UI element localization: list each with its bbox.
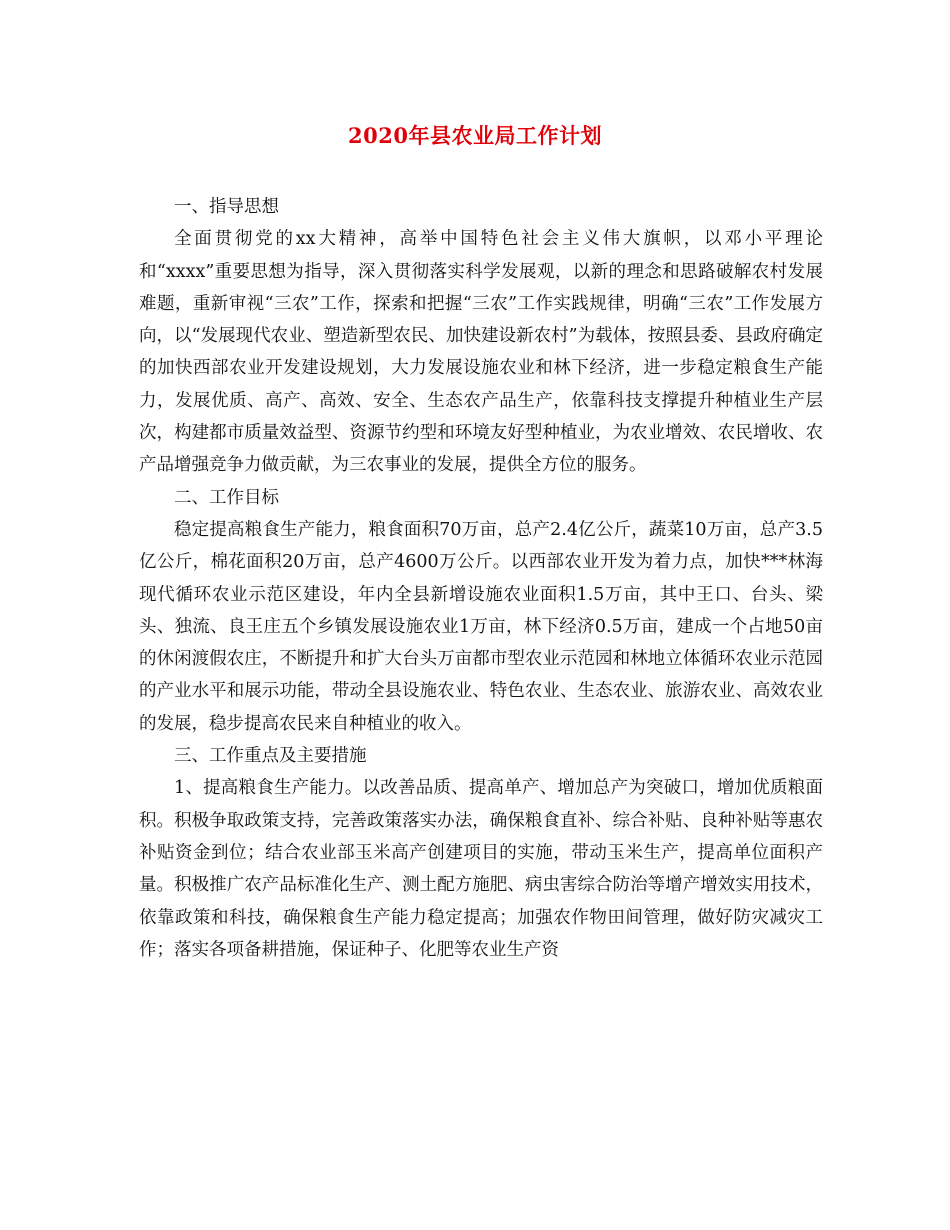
heading-guiding-ideology: 一、指导思想 (174, 197, 279, 217)
document-title: 2020年县农业局工作计划 (348, 123, 602, 148)
paragraph-work-goals: 稳定提高粮食生产能力，粮食面积70万亩，总产2.4亿公斤，蔬菜10万亩，总产3.5亿公斤，棉花面积20万亩，总产4600万公斤。以西部农业开发为着力点，加快***林海现代循环农业示范区建设，年内全县新增设施农业面积1.5万亩，其中王口、台头、梁头、独流、良王庄五个乡镇发展设施农业1万亩，林下经济0.5万亩，建成一个占地50亩的休闲渡假农庄，不断提升和扩大台头万亩都市型农业示范园和林地立体循环农业示范园的产业水平和展示功能，带动全县设施农业、特色农业、生态农业、旅游农业、高效农业的发展，稳步提高农民来自种植业的收入。 (139, 519, 823, 734)
paragraph-grain-capacity: 1、提高粮食生产能力。以改善品质、提高单产、增加总产为突破口，增加优质粮面积。积极争取政策支持，完善政策落实办法，确保粮食直补、综合补贴、良种补贴等惠农补贴资金到位；结合农业部玉米高产创建项目的实施，带动玉米生产，提高单位面积产量。积极推广农产品标准化生产、测土配方施肥、病虫害综合防治等增产增效实用技术，依靠政策和科技，确保粮食生产能力稳定提高；加强农作物田间管理，做好防灾减灾工作；落实各项备耕措施，保证种子、化肥等农业生产资 (139, 778, 823, 960)
heading-work-goals: 二、工作目标 (174, 487, 279, 508)
document-body (139, 191, 823, 966)
paragraph-guiding-ideology: 全面贯彻党的xx大精神，高举中国特色社会主义伟大旗帜，以邓小平理论和“xxxx”重要思想为指导，深入贯彻落实科学发展观，以新的理念和思路破解农村发展难题，重新审视“三农”工作，探索和把握“三农”工作实践规律，明确“三农”工作发展方向，以“发展现代农业、塑造新型农民、加快建设新农村”为载体，按照县委、县政府确定的加快西部农业开发建设规划，大力发展设施农业和林下经济，进一步稳定粮食生产能力，发展优质、高产、高效、安全、生态农产品生产，依靠科技支撑提升种植业生产层次，构建都市质量效益型、资源节约型和环境友好型种植业，为农业增效、农民增收、农产品增强竞争力做贡献，为三农事业的发展，提供全方位的服务。 (139, 229, 823, 476)
heading-key-measures: 三、工作重点及主要措施 (174, 746, 367, 767)
